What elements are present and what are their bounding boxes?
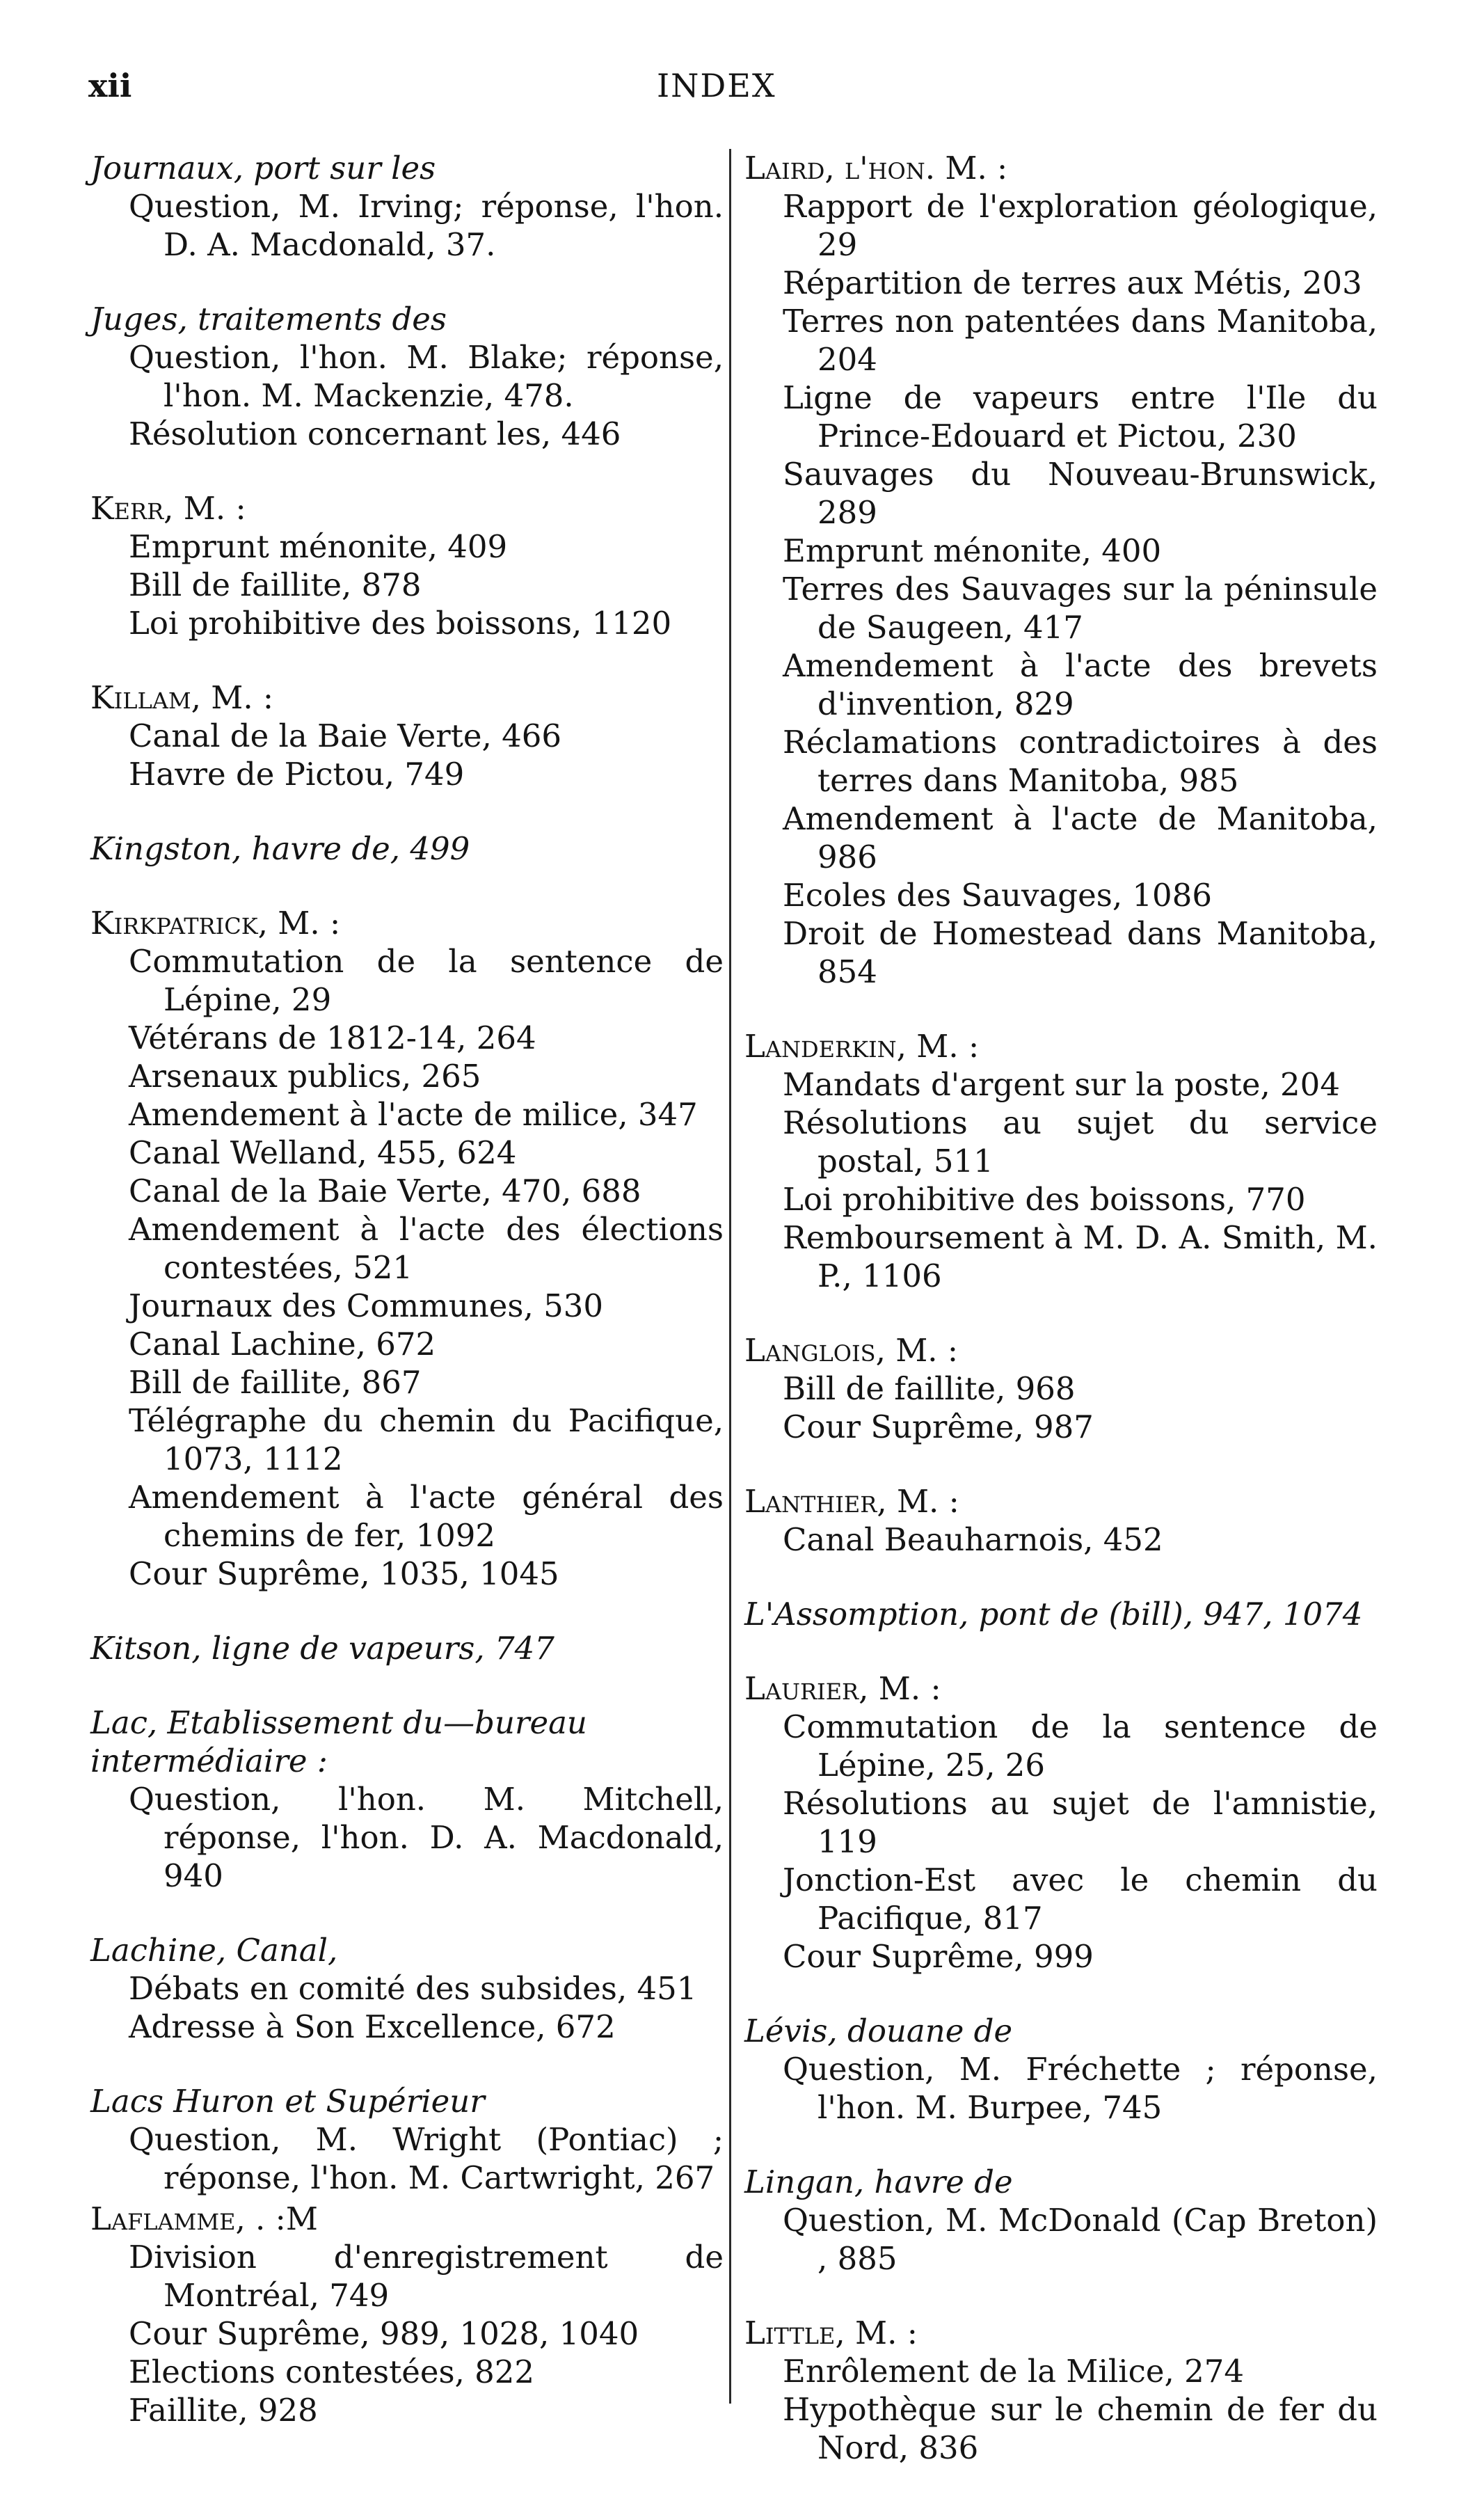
entry-item: Division d'enregistrement de Montréal, 749 (129, 2239, 724, 2314)
entry-item: Question, M. McDonald (Cap Breton) , 885 (783, 2202, 1378, 2277)
column-divider (729, 149, 731, 2404)
index-entry (90, 904, 724, 1593)
entry-item: Amendement à l'acte des brevets d'invention, 829 (783, 647, 1378, 722)
entry-item: Remboursement à M. D. A. Smith, M. P., 1106 (783, 1219, 1378, 1294)
entry-item: Havre de Pictou, 749 (129, 756, 465, 793)
entry-item: Bill de faillite, 878 (129, 566, 422, 603)
entry-item: Jonction-Est avec le chemin du Pacifique, 817 (783, 1861, 1378, 1937)
entry-heading: Landerkin, M. : (744, 1028, 980, 1065)
entry-heading: Lingan, havre de (744, 2163, 1013, 2200)
index-entry (744, 1027, 1378, 1295)
index-entry (744, 1669, 1378, 1976)
entry-item: Ligne de vapeurs entre l'Ile du Prince-Edouard et Pictou, 230 (783, 379, 1378, 454)
entry-item: Réclamations contradictoires à des terres dans Manitoba, 985 (783, 724, 1378, 799)
entry-item: Amendement à l'acte des élections contestées, 521 (129, 1211, 724, 1286)
entry-item: Cour Suprême, 989, 1028, 1040 (129, 2315, 639, 2352)
entry-item: Loi prohibitive des boissons, 770 (783, 1181, 1306, 1218)
entry-heading: Kirkpatrick, M. : (90, 905, 341, 942)
entry-item: Faillite, 928 (129, 2392, 318, 2429)
entry-item: Télégraphe du chemin du Pacifique, 1073, 1112 (129, 1402, 724, 1477)
index-entry (90, 829, 724, 868)
entry-item: Résolutions au sujet du service postal, 511 (783, 1104, 1378, 1180)
entry-item: Question, M. Irving; réponse, l'hon. D. A. Macdonald, 37. (129, 188, 724, 263)
entry-heading: Lachine, Canal, (90, 1932, 338, 1969)
entry-heading: Journaux, port sur les (90, 150, 436, 186)
entry-item: Canal Welland, 455, 624 (129, 1134, 517, 1171)
entry-item: Amendement à l'acte de milice, 347 (129, 1096, 698, 1133)
entry-heading: Langlois, M. : (744, 1332, 959, 1369)
entry-item: Répartition de terres aux Métis, 203 (783, 264, 1362, 301)
entry-item: Cour Suprême, 999 (783, 1938, 1094, 1975)
entry-heading: Laflamme, . :M (90, 2200, 318, 2237)
entry-item: Bill de faillite, 867 (129, 1364, 422, 1401)
entry-heading: Kitson, ligne de vapeurs, 747 (90, 1630, 554, 1667)
entry-item: Commutation de la sentence de Lépine, 25, 26 (783, 1708, 1378, 1784)
page-title: INDEX (657, 67, 776, 104)
entry-item: Terres des Sauvages sur la péninsule de Saugeen, 417 (783, 571, 1378, 646)
right-column (744, 149, 1378, 2503)
index-entry (744, 149, 1378, 991)
index-entry (744, 1331, 1378, 1446)
entry-item: Canal de la Baie Verte, 470, 688 (129, 1173, 641, 1209)
entry-item: Résolution concernant les, 446 (129, 415, 621, 452)
index-entry (744, 1595, 1378, 1633)
page-header (88, 67, 798, 116)
index-entry (90, 2200, 724, 2429)
entry-item: Rapport de l'exploration géologique, 29 (783, 188, 1378, 263)
entry-item: Cour Suprême, 1035, 1045 (129, 1555, 559, 1592)
entry-item: Amendement à l'acte de Manitoba, 986 (783, 800, 1378, 875)
entry-item: Résolutions au sujet de l'amnistie, 119 (783, 1785, 1378, 1860)
entry-heading: Killam, M. : (90, 679, 274, 716)
entry-item: Elections contestées, 822 (129, 2353, 535, 2390)
index-entry (90, 2082, 724, 2197)
entry-item: Vétérans de 1812-14, 264 (129, 1019, 536, 1056)
entry-item: Question, l'hon. M. Blake; réponse, l'hon. M. Mackenzie, 478. (129, 339, 724, 414)
entry-heading: Lacs Huron et Supérieur (90, 2083, 485, 2120)
index-entry (90, 1931, 724, 2046)
index-entry (744, 2163, 1378, 2278)
entry-heading: Laurier, M. : (744, 1670, 941, 1707)
entry-item: Loi prohibitive des boissons, 1120 (129, 605, 672, 642)
entry-item: Enrôlement de la Milice, 274 (783, 2353, 1244, 2390)
entry-heading: Juges, traitements des (90, 301, 447, 338)
entry-item: Bill de faillite, 968 (783, 1370, 1076, 1407)
entry-item: Question, M. Wright (Pontiac) ; réponse, l'hon. M. Cartwright, 267 (129, 2121, 724, 2196)
index-entry (90, 1629, 724, 1667)
entry-item: Sauvages du Nouveau-Brunswick, 289 (783, 456, 1378, 531)
entry-heading: Kingston, havre de, 499 (90, 830, 470, 867)
index-entry (744, 2012, 1378, 2127)
entry-heading: L'Assomption, pont de (bill), 947, 1074 (744, 1596, 1363, 1633)
entry-heading: Little, M. : (744, 2314, 918, 2351)
entry-item: Emprunt ménonite, 409 (129, 528, 508, 565)
entry-item: Question, l'hon. M. Mitchell, réponse, l'hon. D. A. Macdonald, 940 (129, 1781, 724, 1894)
entry-item: Question, M. Fréchette ; réponse, l'hon. M. Burpee, 745 (783, 2051, 1378, 2126)
entry-heading: Lévis, douane de (744, 2012, 1013, 2049)
entry-item: Débats en comité des subsides, 451 (129, 1970, 697, 2007)
entry-item: Canal de la Baie Verte, 466 (129, 717, 561, 754)
entry-item: Adresse à Son Excellence, 672 (129, 2008, 616, 2045)
index-entry (744, 1482, 1378, 1559)
entry-heading: Lanthier, M. : (744, 1483, 959, 1520)
entry-item: Terres non patentées dans Manitoba, 204 (783, 303, 1378, 378)
entry-item: Emprunt ménonite, 400 (783, 532, 1162, 569)
index-entry (90, 1704, 724, 1895)
entry-item: Journaux des Communes, 530 (129, 1287, 603, 1324)
entry-item: Arsenaux publics, 265 (129, 1058, 481, 1095)
index-entry (744, 2314, 1378, 2467)
entry-heading: Lac, Etablissement du—bureau intermédiaire : (90, 1704, 587, 1779)
entry-item: Mandats d'argent sur la poste, 204 (783, 1066, 1340, 1103)
entry-item: Amendement à l'acte général des chemins de fer, 1092 (129, 1479, 724, 1554)
entry-item: Ecoles des Sauvages, 1086 (783, 877, 1212, 914)
index-entry (90, 149, 724, 264)
index-entry (90, 678, 724, 793)
entry-item: Canal Beauharnois, 452 (783, 1521, 1163, 1558)
index-entry (90, 300, 724, 453)
entry-item: Canal Lachine, 672 (129, 1326, 436, 1363)
entry-item: Droit de Homestead dans Manitoba, 854 (783, 915, 1378, 990)
entry-item: Commutation de la sentence de Lépine, 29 (129, 943, 724, 1018)
page-number: xii (88, 67, 132, 104)
entry-item: Hypothèque sur le chemin de fer du Nord, 836 (783, 2391, 1378, 2466)
entry-item: Cour Suprême, 987 (783, 1408, 1094, 1445)
entry-heading: Kerr, M. : (90, 490, 246, 527)
index-entry (90, 489, 724, 642)
left-column (90, 149, 724, 2466)
entry-heading: Laird, l'hon. M. : (744, 150, 1008, 186)
